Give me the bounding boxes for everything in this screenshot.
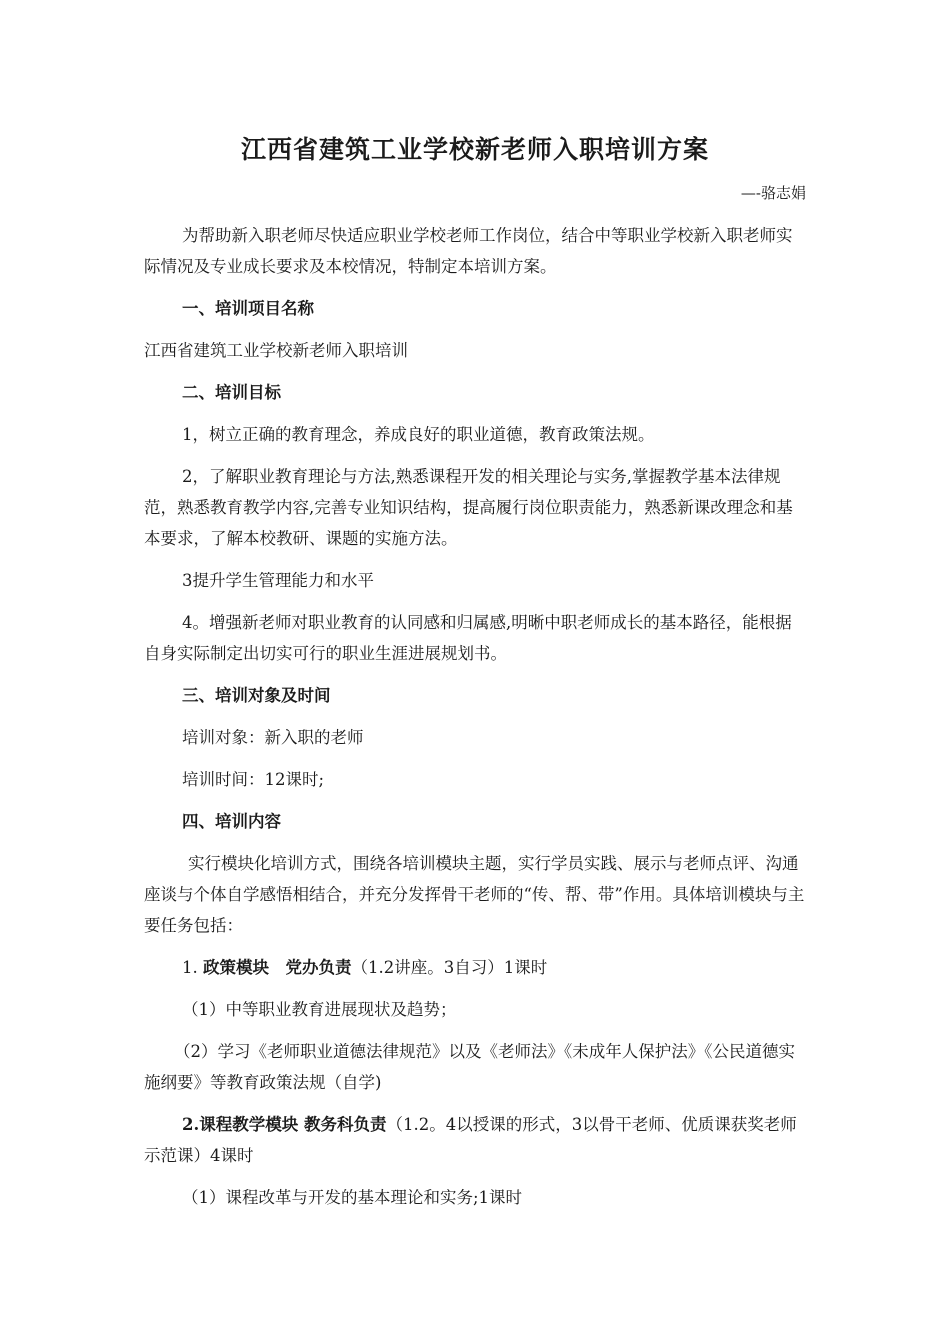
goal-item-4: 4。增强新老师对职业教育的认同感和归属感,明晰中职老师成长的基本路径，能根据自身实际制定出切实可行的职业生涯进展规划书。 — [144, 613, 792, 663]
module-1-heading — [144, 952, 806, 983]
content-intro: 实行模块化培训方式，围绕各培训模块主题，实行学员实践、展示与老师点评、沟通座谈与个体自学感悟相结合，并充分发挥骨干老师的“传、帮、带”作用。具体培训模块与主要任务包括： — [144, 854, 805, 935]
module-1-number: 1. — [182, 958, 203, 977]
module-2-heading — [144, 1109, 806, 1171]
section-heading-2: 二、培训目标 — [182, 383, 281, 402]
document-body — [144, 220, 806, 1224]
goal-item-2: 2，了解职业教育理论与方法,熟悉课程开发的相关理论与实务,掌握教学基本法律规范，熟悉教育教学内容,完善专业知识结构，提高履行岗位职责能力，熟悉新课改理念和基本要求，了解本校教研、课题的实施方法。 — [144, 467, 793, 548]
project-name: 江西省建筑工业学校新老师入职培训 — [144, 341, 408, 360]
document-title: 江西省建筑工业学校新老师入职培训方案 — [240, 135, 709, 164]
module-2-detail: （1.2。4以授课的形式，3以骨干老师、优质课获奖老师示范课）4课时 — [144, 1115, 797, 1165]
training-target: 培训对象：新入职的老师 — [182, 728, 364, 747]
training-time: 培训时间：12课时; — [182, 770, 325, 789]
section-heading-4: 四、培训内容 — [182, 812, 281, 831]
module-2-name: 2.课程教学模块 教务科负责 — [182, 1115, 387, 1134]
goal-item-3: 3提升学生管理能力和水平 — [182, 571, 374, 590]
document-author: —-骆志娟 — [740, 184, 806, 202]
module-2-item-1: （1）课程改革与开发的基本理论和实务;1课时 — [182, 1188, 523, 1207]
section-heading-1: 一、培训项目名称 — [182, 299, 314, 318]
module-1-item-1: （1）中等职业教育进展现状及趋势； — [182, 1000, 457, 1019]
module-1-item-2: （2）学习《老师职业道德法律规范》以及《老师法》《未成年人保护法》《公民道德实施纲要》等教育政策法规（自学) — [144, 1042, 795, 1092]
module-1-detail: （1.2讲座。3自习）1课时 — [351, 958, 548, 977]
module-1-name: 政策模块 党办负责 — [203, 958, 352, 977]
intro-paragraph: 为帮助新入职老师尽快适应职业学校老师工作岗位，结合中等职业学校新入职老师实际情况及专业成长要求及本校情况，特制定本培训方案。 — [144, 226, 793, 276]
goal-item-1: 1，树立正确的教育理念，养成良好的职业道德，教育政策法规。 — [182, 425, 655, 444]
section-heading-3: 三、培训对象及时间 — [182, 686, 331, 705]
